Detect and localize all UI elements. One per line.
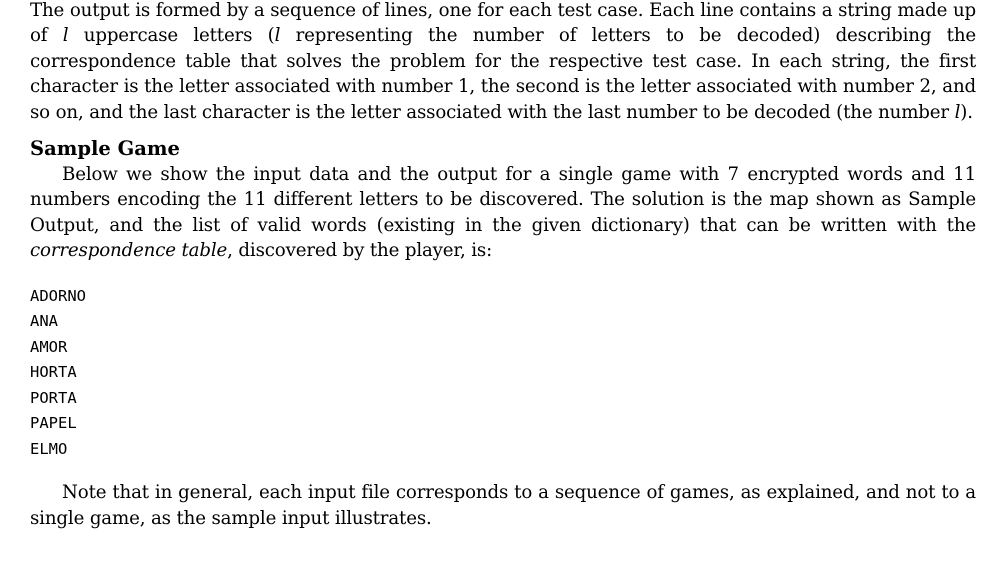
word-item: ANA [30, 312, 58, 331]
word-item: ELMO [30, 439, 68, 458]
variable-l: l [62, 25, 69, 47]
word-item: ADORNO [30, 286, 86, 305]
text-run: , discovered by the player, is: [227, 240, 493, 262]
document-page [30, 0, 976, 531]
valid-words-list [30, 284, 976, 463]
word-item: PAPEL [30, 414, 77, 433]
text-run: The output is formed by a sequence of lines, one for each test case. Each line contains a string made up of [30, 0, 976, 47]
section-heading: Sample Game [30, 137, 180, 161]
word-item: AMOR [30, 337, 68, 356]
word-item: PORTA [30, 388, 77, 407]
text-run: ). [960, 101, 973, 123]
emphasis-term: correspondence table [30, 240, 228, 262]
variable-l: l [954, 101, 961, 123]
word-item: HORTA [30, 363, 77, 382]
variable-l: l [274, 25, 281, 47]
text-run: Below we show the input data and the output for a single game with 7 encrypted words and 11 numbers encoding the 11 different letters to be discovered. The solution is the map shown as Sample Output, and the list of valid words (existing in the given dictionary) that can be written with the [30, 164, 976, 236]
text-run: representing the number of letters to be decoded) describing the correspondence table that solves the problem for the respective test case. In each string, the first character is the letter associated with number 1, the second is the letter associated with number 2, and so on, and the last character is the letter associated with the last number to be decoded (the number [30, 25, 977, 123]
text-run: uppercase letters ( [68, 25, 275, 47]
output-description-paragraph [30, 0, 976, 125]
sample-game-paragraph [30, 162, 976, 264]
note-paragraph: Note that in general, each input file corresponds to a sequence of games, as explained, and not to a single game, as the sample input illustrates. [30, 482, 976, 529]
